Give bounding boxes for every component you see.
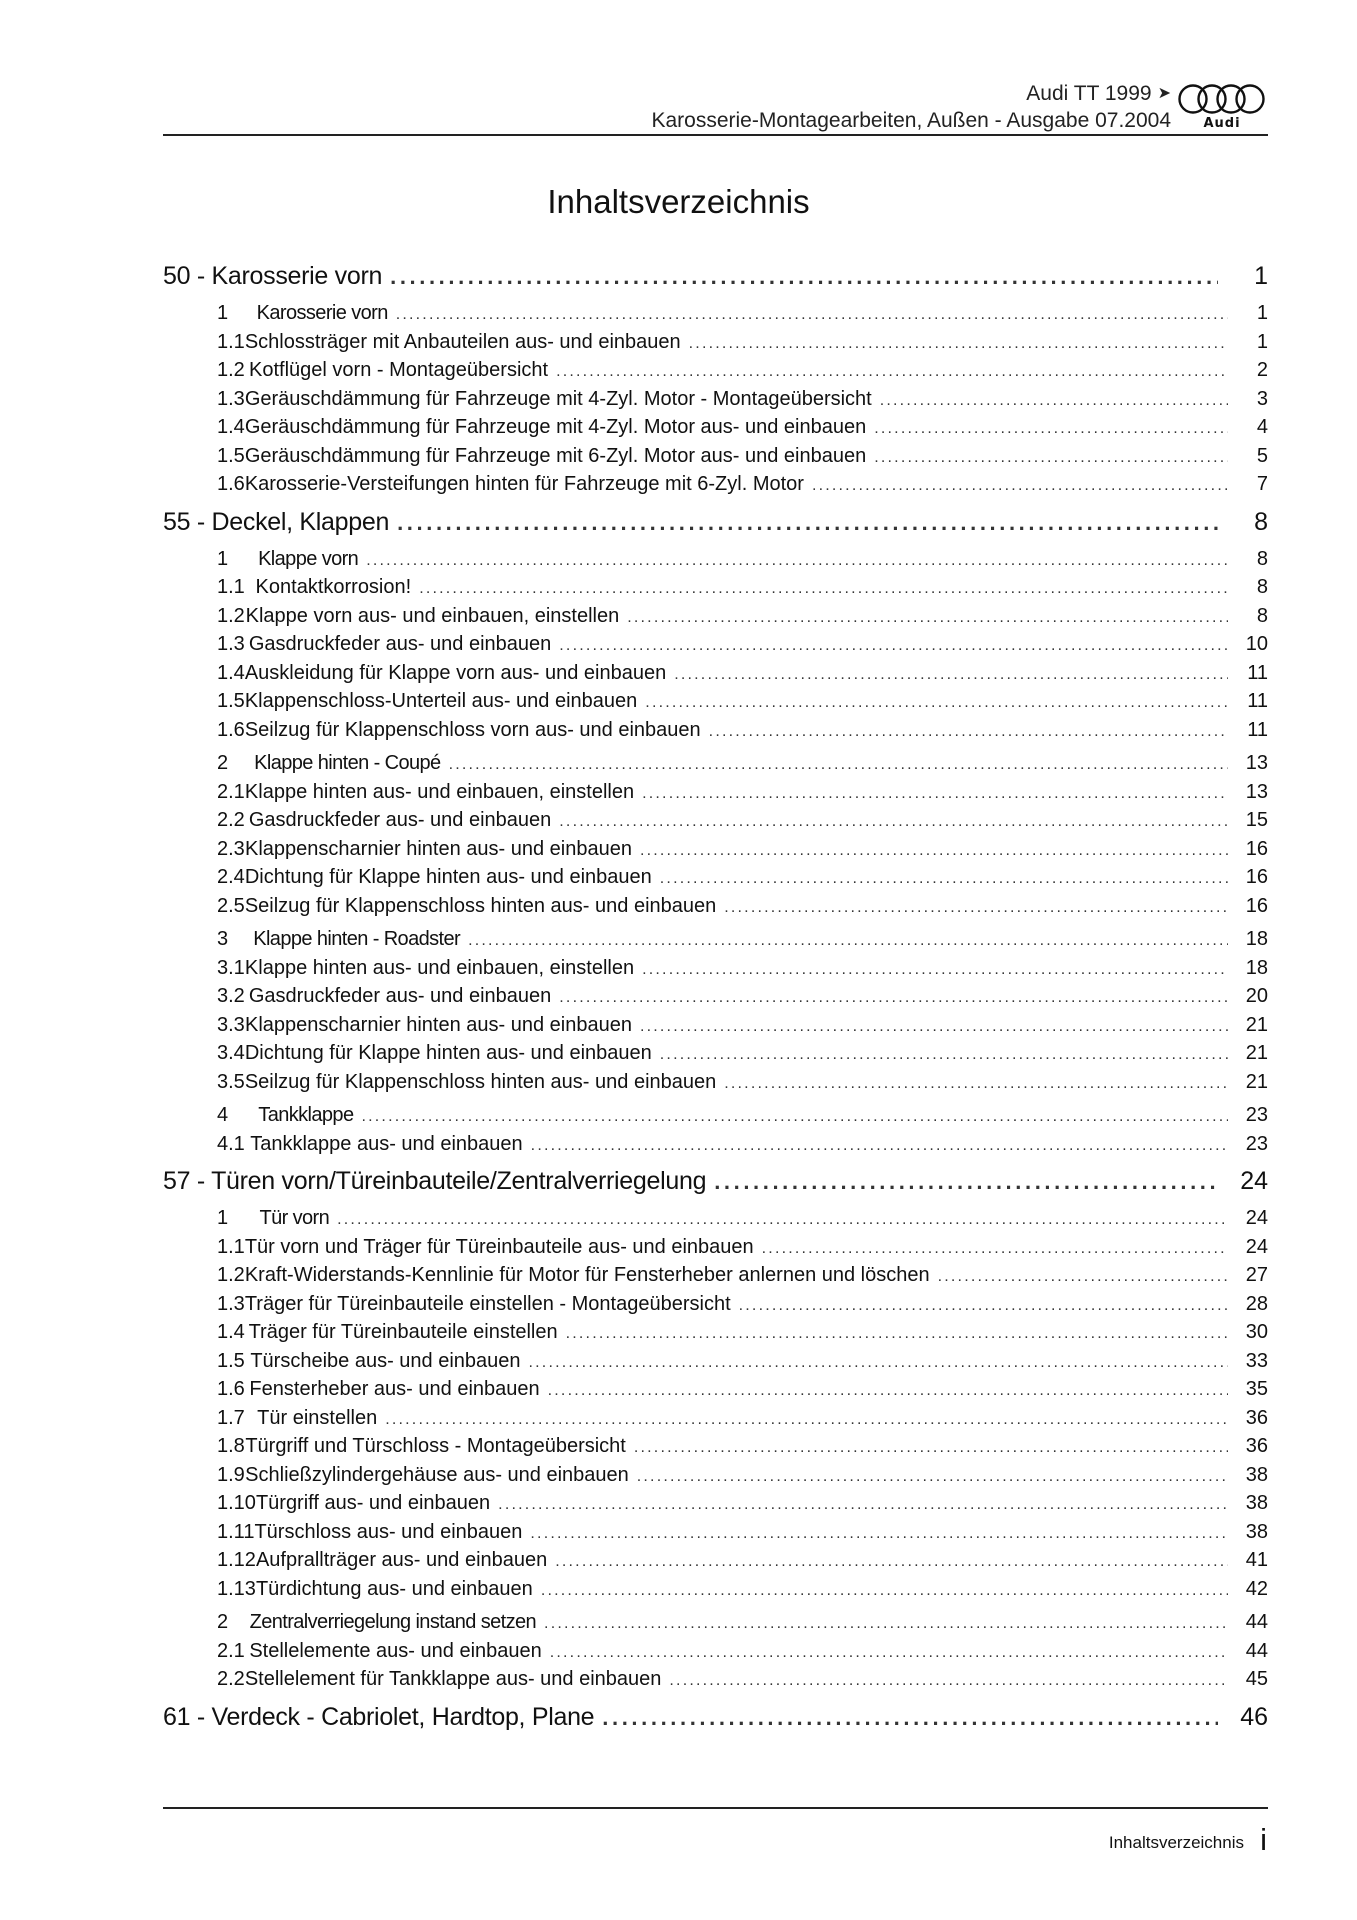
dot-leader (642, 961, 1228, 979)
toc-title: Fensterheber aus- und einbauen (249, 1378, 540, 1400)
toc-page-number: 44 (1245, 1639, 1268, 1662)
toc-number: 1.12 (217, 1549, 256, 1571)
toc-sub-row[interactable] (163, 473, 1268, 502)
toc-number: 2.2 (217, 1668, 245, 1690)
toc-number: 1.1 (217, 330, 245, 353)
toc-page-number: 36 (1245, 1406, 1268, 1429)
toc-page-number: 3 (1256, 387, 1268, 410)
toc-number: 1 (217, 547, 229, 570)
toc-number: 1.11 (217, 1520, 255, 1543)
dot-leader (550, 1644, 1228, 1662)
toc-page-number: 4 (1256, 416, 1268, 438)
toc-page-number: 13 (1245, 752, 1268, 774)
toc-title: Tankklappe aus- und einbauen (250, 1132, 523, 1155)
toc-number: 1.6 (217, 1378, 245, 1400)
toc-page-number: 18 (1245, 956, 1268, 979)
toc-sub-row[interactable] (163, 1578, 1268, 1607)
footer-page-number: i (1260, 1822, 1267, 1857)
dot-leader (396, 306, 1228, 324)
toc-page-number: 45 (1245, 1668, 1268, 1690)
dot-leader (559, 989, 1228, 1007)
toc-title: Klappenscharnier hinten aus- und einbauen (245, 837, 632, 860)
toc-page-number: 1 (1254, 262, 1268, 290)
toc-title: Tür einstellen (257, 1406, 378, 1429)
toc-sub-row[interactable] (163, 388, 1268, 417)
dot-leader (397, 510, 1218, 536)
toc-number: 1.8 (217, 1435, 245, 1457)
arrow-right-icon: ➤ (1157, 85, 1171, 102)
toc-page-number: 21 (1245, 1013, 1268, 1036)
toc-sub-row[interactable] (163, 1321, 1268, 1350)
toc-number: 1.10 (217, 1492, 256, 1514)
toc-title: Gasdruckfeder aus- und einbauen (248, 809, 552, 831)
toc-page-number: 2 (1256, 359, 1268, 381)
dot-leader (627, 609, 1228, 627)
toc-title: Klappe hinten aus- und einbauen, einstellen (244, 780, 635, 803)
toc-sub-row[interactable] (163, 1464, 1268, 1493)
toc-title: 50 - Karosserie vorn (163, 262, 383, 290)
toc-sub-row[interactable] (163, 1293, 1268, 1322)
toc-page-number: 41 (1245, 1549, 1268, 1571)
toc-title: 57 - Türen vorn/Türeinbauteile/Zentralverriegelung (163, 1167, 707, 1195)
dot-leader (812, 477, 1228, 495)
toc-page-number: 38 (1245, 1492, 1268, 1514)
toc-sub-row[interactable] (163, 866, 1268, 895)
toc-title: Geräuschdämmung für Fahrzeuge mit 4-Zyl. Motor - Montageübersicht (244, 387, 872, 410)
toc-page-number: 16 (1245, 866, 1268, 888)
toc-number: 2 (217, 752, 229, 774)
toc-number: 1.3 (217, 387, 245, 410)
toc-number: 1.7 (217, 1406, 245, 1429)
toc-title: Kotflügel vorn - Montageübersicht (249, 359, 549, 381)
toc-page-number: 42 (1245, 1577, 1268, 1600)
toc-page-number: 24 (1240, 1167, 1268, 1195)
toc-title: Tankklappe (258, 1104, 354, 1126)
toc-section-row[interactable] (163, 752, 1268, 781)
toc-sub-row[interactable] (163, 719, 1268, 748)
dot-leader (669, 1672, 1228, 1690)
toc-sub-row[interactable] (163, 1668, 1268, 1697)
toc-title: Kraft-Widerstands-Kennlinie für Motor für Fensterheber anlernen und löschen (244, 1264, 930, 1286)
dot-leader (645, 694, 1228, 712)
toc-page-number: 13 (1245, 780, 1268, 803)
toc-page-number: 16 (1245, 894, 1268, 917)
toc-number: 1.13 (217, 1577, 256, 1600)
toc-title: Dichtung für Klappe hinten aus- und einbauen (244, 1042, 652, 1064)
toc-number: 1.4 (217, 661, 245, 684)
dot-leader (880, 392, 1228, 410)
toc-title: Türgriff aus- und einbauen (255, 1492, 491, 1514)
toc-sub-row[interactable] (163, 633, 1268, 662)
dot-leader (714, 1169, 1218, 1195)
toc-title: Träger für Türeinbauteile einstellen - Montageübersicht (244, 1292, 731, 1315)
dot-leader (724, 899, 1228, 917)
toc-page-number: 46 (1240, 1702, 1268, 1731)
header-line-1 (651, 80, 1171, 107)
toc-number: 1.2 (217, 1264, 245, 1286)
toc-section-row[interactable] (163, 1611, 1268, 1640)
toc-number: 1 (217, 302, 229, 324)
dot-leader (449, 756, 1228, 774)
dot-leader (660, 1046, 1228, 1064)
toc-sub-row[interactable] (163, 1350, 1268, 1379)
toc-sub-row[interactable] (163, 1014, 1268, 1043)
toc-number: 1.9 (217, 1463, 245, 1486)
toc-sub-row[interactable] (163, 1071, 1268, 1100)
dot-leader (337, 1211, 1228, 1229)
toc-page-number: 44 (1245, 1611, 1268, 1633)
toc-sub-row[interactable] (163, 838, 1268, 867)
toc-page-number: 28 (1245, 1292, 1268, 1315)
toc-title: Karosserie vorn (256, 302, 388, 324)
toc-number: 3 (217, 928, 229, 950)
toc-number: 2.5 (217, 894, 245, 917)
toc-title: Klappe hinten - Coupé (254, 752, 441, 774)
toc-title: Kontaktkorrosion! (255, 576, 412, 598)
toc-sub-row[interactable] (163, 416, 1268, 445)
toc-section-row[interactable] (163, 1104, 1268, 1133)
dot-leader (529, 1354, 1228, 1372)
toc-page-number: 36 (1245, 1435, 1268, 1457)
audi-logo (1176, 82, 1268, 134)
dot-leader (709, 723, 1228, 741)
toc-number: 1.6 (217, 718, 245, 741)
toc-number: 3.4 (217, 1042, 245, 1064)
toc-number: 2.4 (217, 866, 245, 888)
toc-page-number: 18 (1245, 928, 1268, 950)
toc-title: Seilzug für Klappenschloss vorn aus- und einbauen (244, 718, 701, 741)
toc-page-number: 1 (1256, 330, 1268, 353)
dot-leader (544, 1615, 1228, 1633)
dot-leader (634, 1439, 1228, 1457)
toc-number: 1 (217, 1207, 229, 1229)
dot-leader (390, 264, 1218, 290)
toc-sub-row[interactable] (163, 1435, 1268, 1464)
toc-number: 3.3 (217, 1013, 245, 1036)
dot-leader (660, 870, 1228, 888)
toc-page-number: 8 (1254, 507, 1268, 536)
toc-page-number: 15 (1245, 809, 1268, 831)
dot-leader (938, 1268, 1228, 1286)
toc-number: 1.3 (217, 1292, 245, 1315)
toc-page-number: 8 (1256, 547, 1268, 570)
toc-title: Seilzug für Klappenschloss hinten aus- und einbauen (244, 1070, 717, 1093)
toc-page-number: 5 (1256, 444, 1268, 467)
toc-sub-row[interactable] (163, 1492, 1268, 1521)
toc-page-number: 11 (1247, 690, 1268, 712)
header-subtitle: Karosserie-Montagearbeiten, Außen - Ausgabe 07.2004 (651, 109, 1171, 132)
toc-number: 2.1 (217, 1639, 245, 1662)
toc-page-number: 8 (1256, 576, 1268, 598)
toc-number: 1.6 (217, 473, 245, 495)
toc-number: 1.1 (217, 576, 245, 598)
toc-page-number: 38 (1245, 1520, 1268, 1543)
toc-number: 3.2 (217, 985, 245, 1007)
toc-title: Stellelement für Tankklappe aus- und einbauen (244, 1668, 662, 1690)
toc-page-number: 10 (1245, 633, 1268, 655)
toc-sub-row[interactable] (163, 1549, 1268, 1578)
toc-page-number: 35 (1245, 1378, 1268, 1400)
toc-page-number: 38 (1245, 1463, 1268, 1486)
dot-leader (498, 1496, 1228, 1514)
toc-number: 3.1 (217, 956, 245, 979)
page-title: Inhaltsverzeichnis (547, 183, 810, 220)
toc-section-row[interactable] (163, 928, 1268, 957)
toc-title: Geräuschdämmung für Fahrzeuge mit 6-Zyl. Motor aus- und einbauen (244, 444, 867, 467)
dot-leader (640, 1018, 1228, 1036)
dot-leader (559, 637, 1228, 655)
toc-title: Gasdruckfeder aus- und einbauen (248, 985, 552, 1007)
toc-title: Karosserie-Versteifungen hinten für Fahrzeuge mit 6-Zyl. Motor (244, 473, 804, 495)
toc-sub-row[interactable] (163, 1521, 1268, 1550)
toc-title: Klappenschloss-Unterteil aus- und einbauen (244, 690, 638, 712)
toc-title: Geräuschdämmung für Fahrzeuge mit 4-Zyl. Motor aus- und einbauen (244, 416, 867, 438)
toc-sub-row[interactable] (163, 605, 1268, 634)
toc-title: Träger für Türeinbauteile einstellen (248, 1321, 558, 1343)
toc-title: 55 - Deckel, Klappen (163, 507, 390, 536)
toc-title: Klappe vorn aus- und einbauen, einstellen (245, 604, 620, 627)
toc-chapter-row[interactable] (163, 1703, 1268, 1743)
toc-title: Türschloss aus- und einbauen (254, 1520, 523, 1543)
toc-sub-row[interactable] (163, 331, 1268, 360)
dot-leader (724, 1075, 1228, 1093)
toc-title: Türscheibe aus- und einbauen (250, 1349, 521, 1372)
toc-page-number: 27 (1245, 1264, 1268, 1286)
toc-section-row[interactable] (163, 1207, 1268, 1236)
toc-page-number: 8 (1256, 604, 1268, 627)
toc-page-number: 33 (1245, 1349, 1268, 1372)
dot-leader (556, 363, 1228, 381)
toc-sub-row[interactable] (163, 1264, 1268, 1293)
toc-number: 1.1 (217, 1235, 245, 1258)
dot-leader (874, 420, 1228, 438)
dot-leader (548, 1382, 1228, 1400)
toc-title: Zentralverriegelung instand setzen (249, 1611, 537, 1633)
dot-leader (566, 1325, 1228, 1343)
toc-number: 1.3 (217, 633, 245, 655)
page-header (163, 80, 1268, 136)
toc-chapter-row[interactable] (163, 508, 1268, 548)
toc-page-number: 21 (1245, 1042, 1268, 1064)
dot-leader (468, 932, 1228, 950)
header-model: Audi TT 1999 (1026, 82, 1152, 105)
toc-sub-row[interactable] (163, 781, 1268, 810)
toc-sub-row[interactable] (163, 985, 1268, 1014)
toc-sub-row[interactable] (163, 1407, 1268, 1436)
dot-leader (642, 785, 1228, 803)
toc-number: 3.5 (217, 1070, 245, 1093)
toc-title: Türdichtung aus- und einbauen (255, 1577, 533, 1600)
dot-leader (602, 1705, 1218, 1731)
toc-title: Stellelemente aus- und einbauen (249, 1639, 542, 1662)
dot-leader (530, 1525, 1228, 1543)
toc-title: Tür vorn (259, 1207, 330, 1229)
toc-sub-row[interactable] (163, 895, 1268, 924)
toc-sub-row[interactable] (163, 809, 1268, 838)
toc-page-number: 11 (1247, 718, 1268, 741)
toc-title: Dichtung für Klappe hinten aus- und einbauen (244, 866, 652, 888)
toc-number: 1.5 (217, 1349, 245, 1372)
toc-sub-row[interactable] (163, 1640, 1268, 1669)
dot-leader (874, 449, 1228, 467)
toc-sub-row[interactable] (163, 690, 1268, 719)
toc-title: Schließzylindergehäuse aus- und einbauen (245, 1463, 629, 1486)
dot-leader (555, 1553, 1228, 1571)
toc-title: Klappe hinten aus- und einbauen, einstellen (244, 956, 635, 979)
footer-label: Inhaltsverzeichnis (1108, 1833, 1244, 1852)
toc-title: Klappe hinten - Roadster (253, 928, 461, 950)
toc-title: Schlossträger mit Anbauteilen aus- und einbauen (244, 330, 681, 353)
toc-title: Auskleidung für Klappe vorn aus- und einbauen (244, 661, 667, 684)
audi-rings-icon (1176, 82, 1268, 116)
dot-leader (739, 1297, 1228, 1315)
toc-title: Klappe vorn (258, 547, 359, 570)
toc-number: 4 (217, 1104, 229, 1126)
toc-section-row[interactable] (163, 302, 1268, 331)
toc-chapter-row[interactable] (163, 262, 1268, 302)
header-text (651, 80, 1171, 134)
toc-page-number: 23 (1245, 1132, 1268, 1155)
toc-sub-row[interactable] (163, 1133, 1268, 1162)
toc-sub-row[interactable] (163, 359, 1268, 388)
dot-leader (366, 552, 1228, 570)
dot-leader (541, 1582, 1228, 1600)
toc-sub-row[interactable] (163, 1378, 1268, 1407)
dot-leader (674, 666, 1228, 684)
toc-page-number: 23 (1245, 1104, 1268, 1126)
toc-sub-row[interactable] (163, 662, 1268, 691)
toc-chapter-row[interactable] (163, 1167, 1268, 1207)
dot-leader (361, 1108, 1228, 1126)
toc-page-number: 20 (1245, 985, 1268, 1007)
toc-page-number: 30 (1245, 1321, 1268, 1343)
toc-number: 1.5 (217, 690, 245, 712)
table-of-contents (163, 262, 1268, 1743)
toc-title: Klappenscharnier hinten aus- und einbauen (245, 1013, 632, 1036)
toc-title: Tür vorn und Träger für Türeinbauteile aus- und einbauen (244, 1235, 754, 1258)
toc-sub-row[interactable] (163, 445, 1268, 474)
toc-sub-row[interactable] (163, 1042, 1268, 1071)
toc-sub-row[interactable] (163, 1236, 1268, 1265)
dot-leader (385, 1411, 1228, 1429)
toc-number: 1.4 (217, 416, 245, 438)
toc-page-number: 24 (1245, 1235, 1268, 1258)
toc-number: 1.5 (217, 444, 245, 467)
toc-page-number: 1 (1256, 302, 1268, 324)
toc-page-number: 24 (1245, 1207, 1268, 1229)
toc-number: 1.4 (217, 1321, 245, 1343)
toc-title: Aufprallträger aus- und einbauen (255, 1549, 548, 1571)
dot-leader (637, 1468, 1228, 1486)
toc-page-number: 7 (1256, 473, 1268, 495)
dot-leader (419, 580, 1228, 598)
dot-leader (531, 1137, 1228, 1155)
toc-number: 1.2 (217, 359, 245, 381)
toc-page-number: 16 (1245, 837, 1268, 860)
dot-leader (559, 813, 1228, 831)
toc-title: 61 - Verdeck - Cabriolet, Hardtop, Plane (163, 1702, 595, 1731)
dot-leader (762, 1240, 1228, 1258)
toc-number: 1.2 (217, 604, 245, 627)
toc-number: 4.1 (217, 1132, 245, 1155)
dot-leader (689, 335, 1228, 353)
toc-number: 2 (217, 1611, 229, 1633)
toc-title: Türgriff und Türschloss - Montageübersicht (245, 1435, 626, 1457)
audi-logo-wordmark: Audi (1203, 116, 1241, 131)
toc-sub-row[interactable] (163, 957, 1268, 986)
toc-title: Gasdruckfeder aus- und einbauen (248, 633, 552, 655)
toc-number: 2.3 (217, 837, 245, 860)
toc-number: 2.1 (217, 780, 245, 803)
toc-page-number: 21 (1245, 1070, 1268, 1093)
toc-number: 2.2 (217, 809, 245, 831)
toc-sub-row[interactable] (163, 576, 1268, 605)
toc-title: Seilzug für Klappenschloss hinten aus- und einbauen (244, 894, 717, 917)
toc-page-number: 11 (1247, 661, 1268, 684)
dot-leader (640, 842, 1228, 860)
toc-section-row[interactable] (163, 548, 1268, 577)
footer-divider (163, 1807, 1268, 1809)
